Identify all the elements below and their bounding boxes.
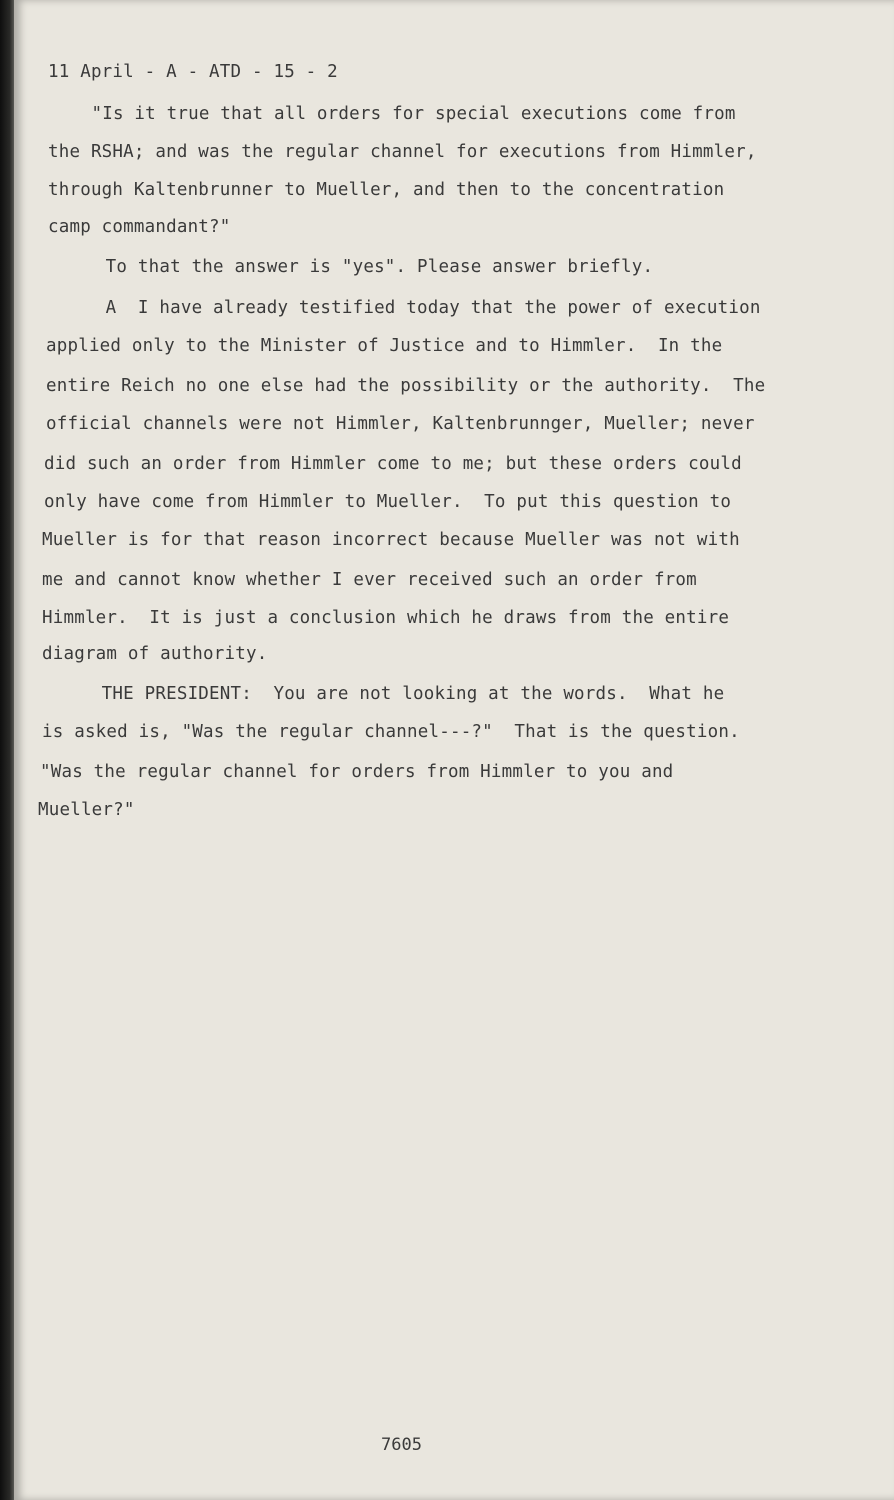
text-line: the RSHA; and was the regular channel for executions from Himmler, [48, 142, 757, 162]
text-line: official channels were not Himmler, Kaltenbrunnger, Mueller; never [46, 414, 755, 434]
text-line: THE PRESIDENT: You are not looking at the words. What he [48, 684, 725, 704]
text-line: diagram of authority. [42, 644, 268, 664]
page-number: 7605 [381, 1435, 422, 1455]
text-line: applied only to the Minister of Justice and to Himmler. In the [46, 336, 723, 356]
text-line: Himmler. It is just a conclusion which he draws from the entire [42, 608, 730, 628]
text-line: To that the answer is "yes". Please answer briefly. [52, 257, 654, 277]
text-line: A I have already testified today that the power of execution [52, 298, 761, 318]
text-line: "Was the regular channel for orders from Himmler to you and [40, 762, 674, 782]
text-line: entire Reich no one else had the possibility or the authority. The [46, 376, 766, 396]
page-header: 11 April - A - ATD - 15 - 2 [48, 62, 338, 82]
text-line: only have come from Himmler to Mueller. To put this question to [44, 492, 732, 512]
text-line: through Kaltenbrunner to Mueller, and then to the concentration [48, 180, 725, 200]
text-line: did such an order from Himmler come to me; but these orders could [44, 454, 742, 474]
text-line: Mueller?" [38, 800, 135, 820]
typed-page [14, 0, 894, 1500]
text-line: Mueller is for that reason incorrect because Mueller was not with [42, 530, 740, 550]
text-line: camp commandant?" [48, 217, 231, 237]
text-line: "Is it true that all orders for special executions come from [70, 104, 736, 124]
text-line: me and cannot know whether I ever received such an order from [42, 570, 697, 590]
page-edge-shadow [0, 0, 14, 1500]
text-line: is asked is, "Was the regular channel---?" That is the question. [42, 722, 740, 742]
